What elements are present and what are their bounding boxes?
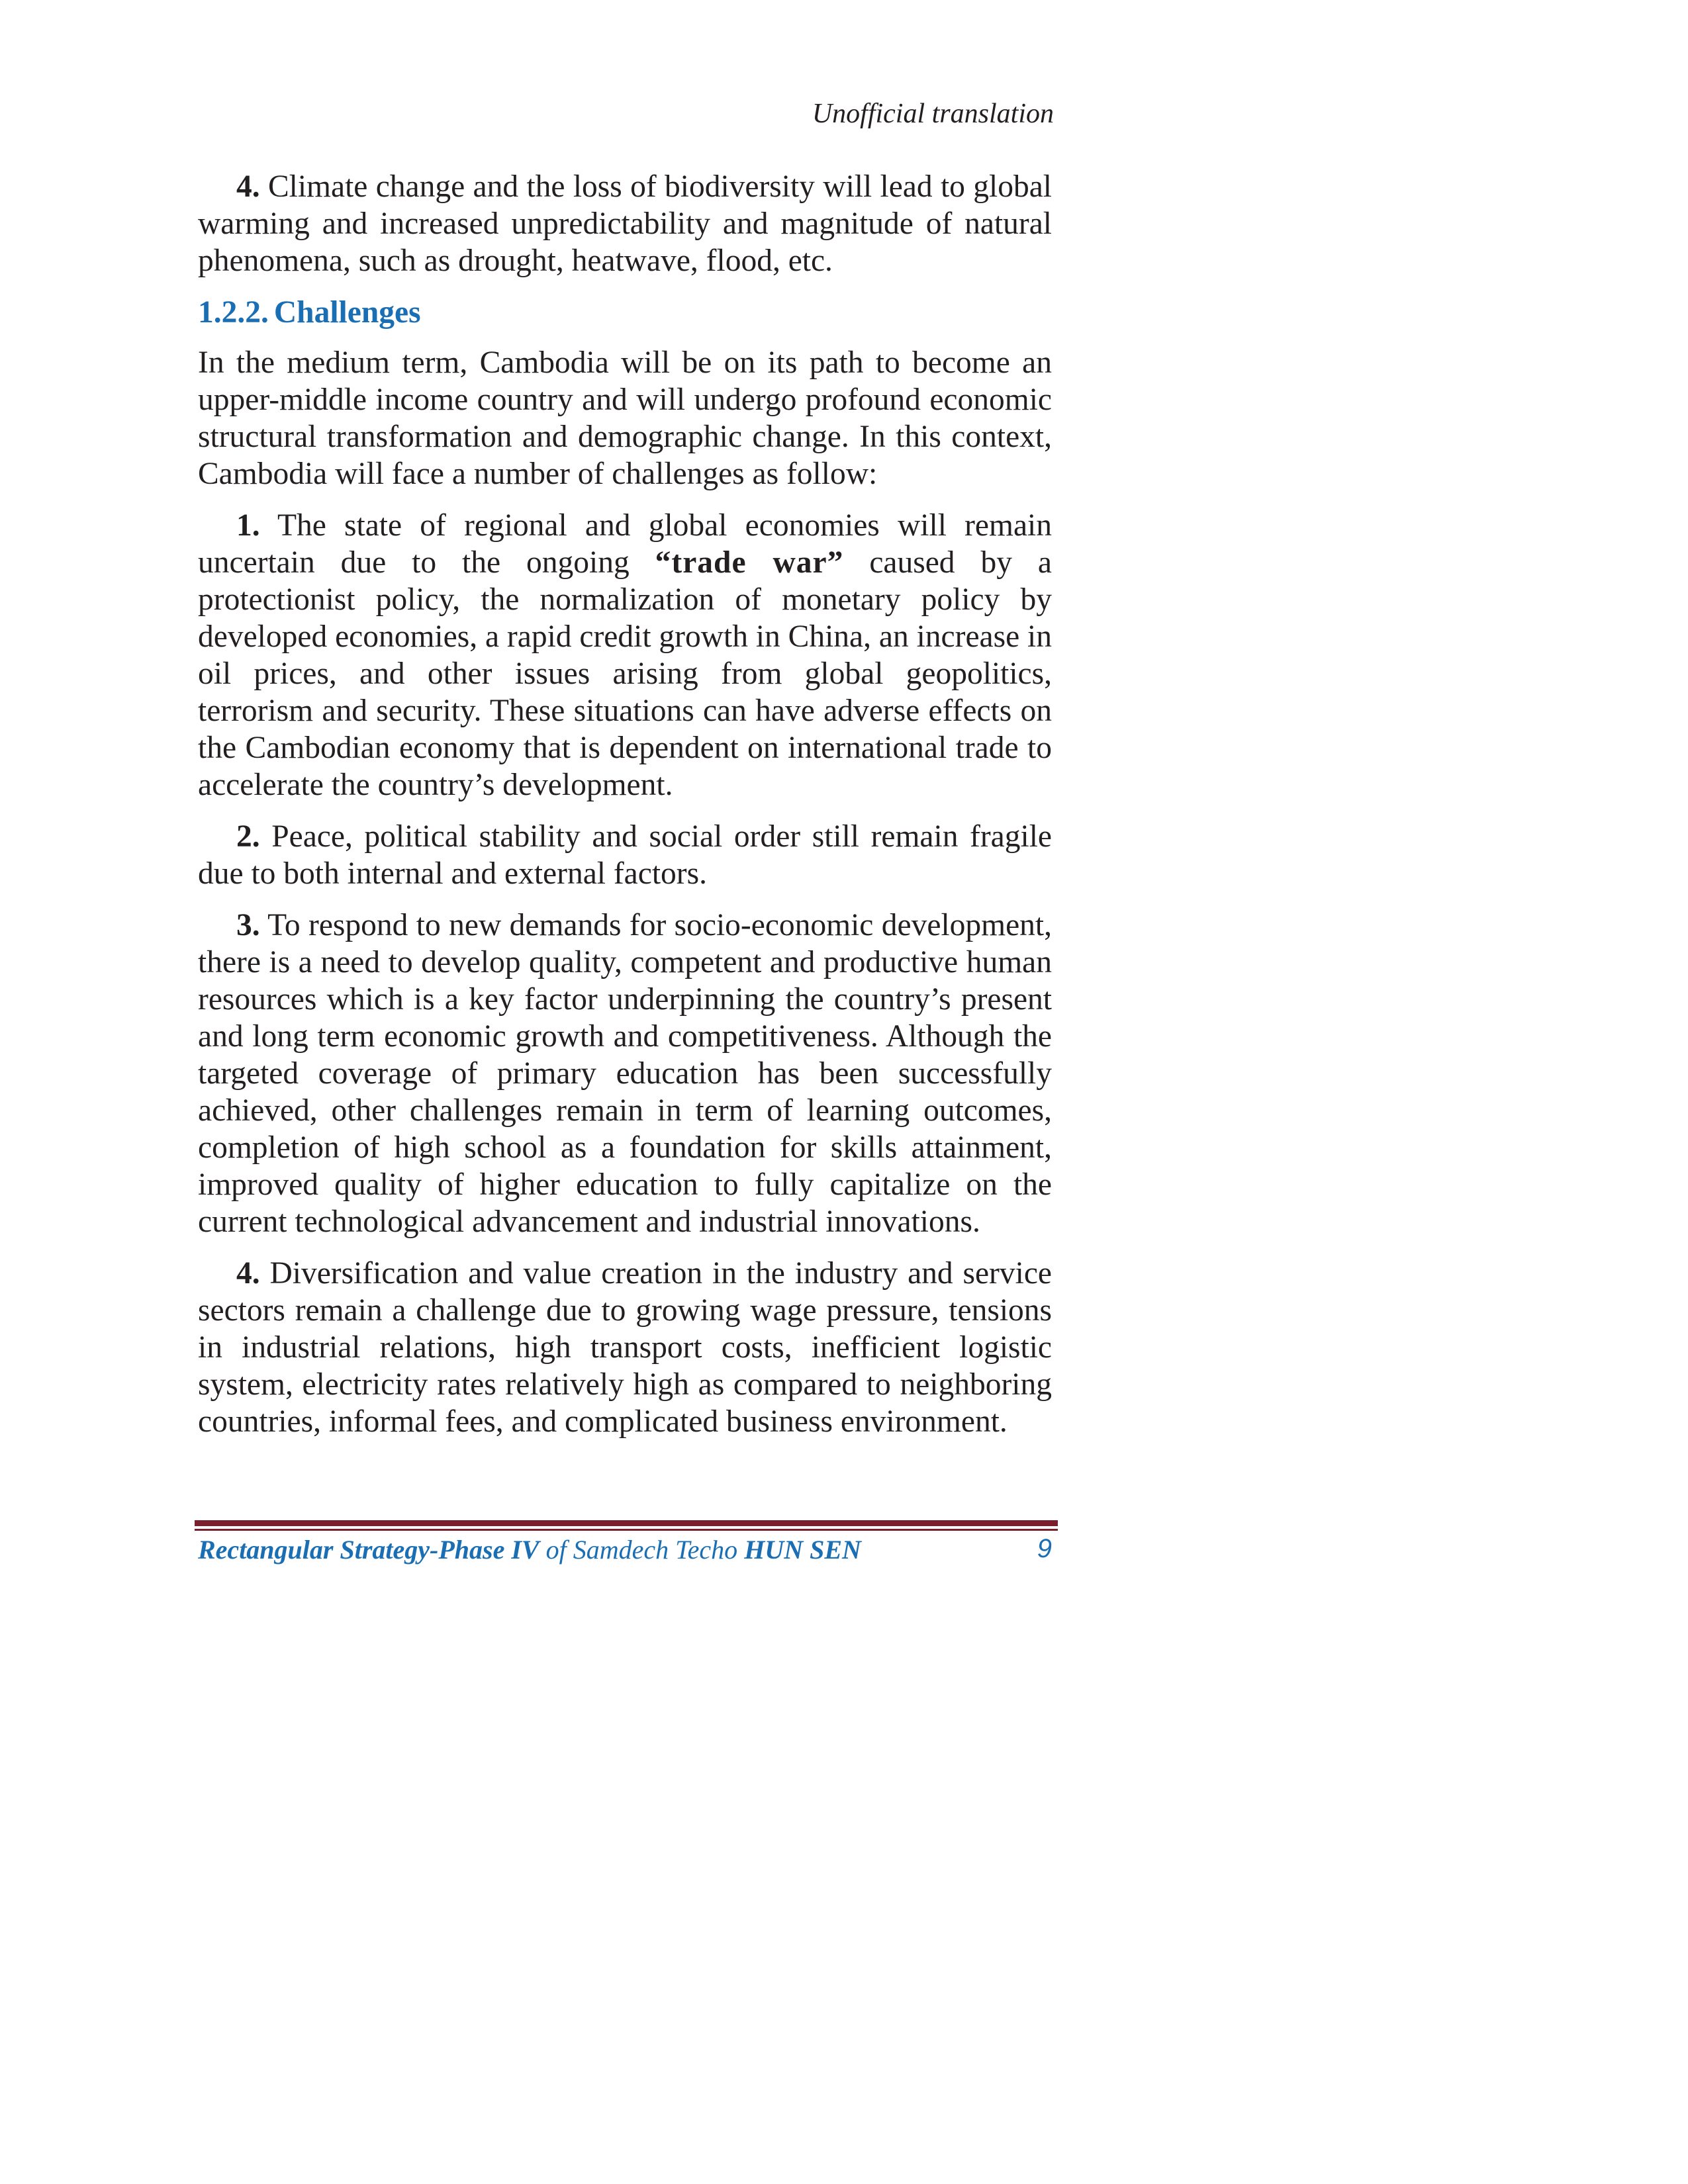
- item-number: 2.: [236, 819, 260, 854]
- page-footer: [198, 1534, 1052, 1565]
- item-text-after: caused by a protectionist policy, the normalization of monetary policy by developed economies, a rapid credit growth in China, an increase in oil prices, and other issues arising from global geopolitics, terrorism and security. These situations can have adverse effects on the Cambodian economy that is dependent on international trade to accelerate the country’s development.: [198, 545, 1052, 802]
- page-body: [198, 168, 1052, 1455]
- challenge-item-4: [198, 1255, 1052, 1440]
- footer-rule-thick: [195, 1520, 1058, 1526]
- challenge-item-3: [198, 907, 1052, 1240]
- item-number: 4.: [236, 1256, 260, 1291]
- item-number: 3.: [236, 908, 260, 942]
- trade-war-emphasis: “trade war”: [655, 545, 844, 580]
- section-number: 1.2.2.: [198, 295, 269, 330]
- footer-rule-thin: [195, 1529, 1058, 1531]
- section-heading: [198, 294, 1052, 331]
- item-text-before: The state of regional and global economies will remain uncertain due to the ongoing: [198, 508, 1052, 580]
- item-text: Peace, political stability and social order still remain fragile due to both internal and external factors.: [198, 819, 1052, 891]
- challenge-item-1: [198, 507, 1052, 803]
- item-text: Climate change and the loss of biodiversity will lead to global warming and increased unpredictability and magnitude of natural phenomena, such as drought, heatwave, flood, etc.: [198, 169, 1052, 278]
- challenge-item-2: [198, 818, 1052, 892]
- page-number: 9: [1037, 1534, 1052, 1563]
- footer-author-name: HUN SEN: [744, 1535, 861, 1565]
- unofficial-translation-note: Unofficial translation: [812, 99, 1054, 129]
- item-text: To respond to new demands for socio-economic development, there is a need to develop quality, competent and productive human resources which is a key factor underpinning the country’s present and long term economic growth and competitiveness. Although the targeted coverage of primary education has been successfully achieved, other challenges remain in term of learning outcomes, completion of high school as a foundation for skills attainment, improved quality of higher education to fully capitalize on the current technological advancement and industrial innovations.: [198, 908, 1052, 1239]
- footer-of-text: of Samdech Techo: [545, 1535, 738, 1565]
- section-title: Challenges: [273, 295, 421, 330]
- item-text: Diversification and value creation in the industry and service sectors remain a challenge due to growing wage pressure, tensions in industrial relations, high transport costs, inefficient logistic system, electricity rates relatively high as compared to neighboring countries, informal fees, and complicated business environment.: [198, 1256, 1052, 1439]
- item-number: 1.: [236, 508, 260, 543]
- intro-paragraph: In the medium term, Cambodia will be on its path to become an upper-middle income country and will undergo profound economic structural transformation and demographic change. In this context, Cambodia will face a number of challenges as follow:: [198, 345, 1052, 491]
- footer-document-title: Rectangular Strategy-Phase IV: [198, 1535, 539, 1565]
- intro-item-4: [198, 168, 1052, 279]
- item-number: 4.: [236, 169, 260, 204]
